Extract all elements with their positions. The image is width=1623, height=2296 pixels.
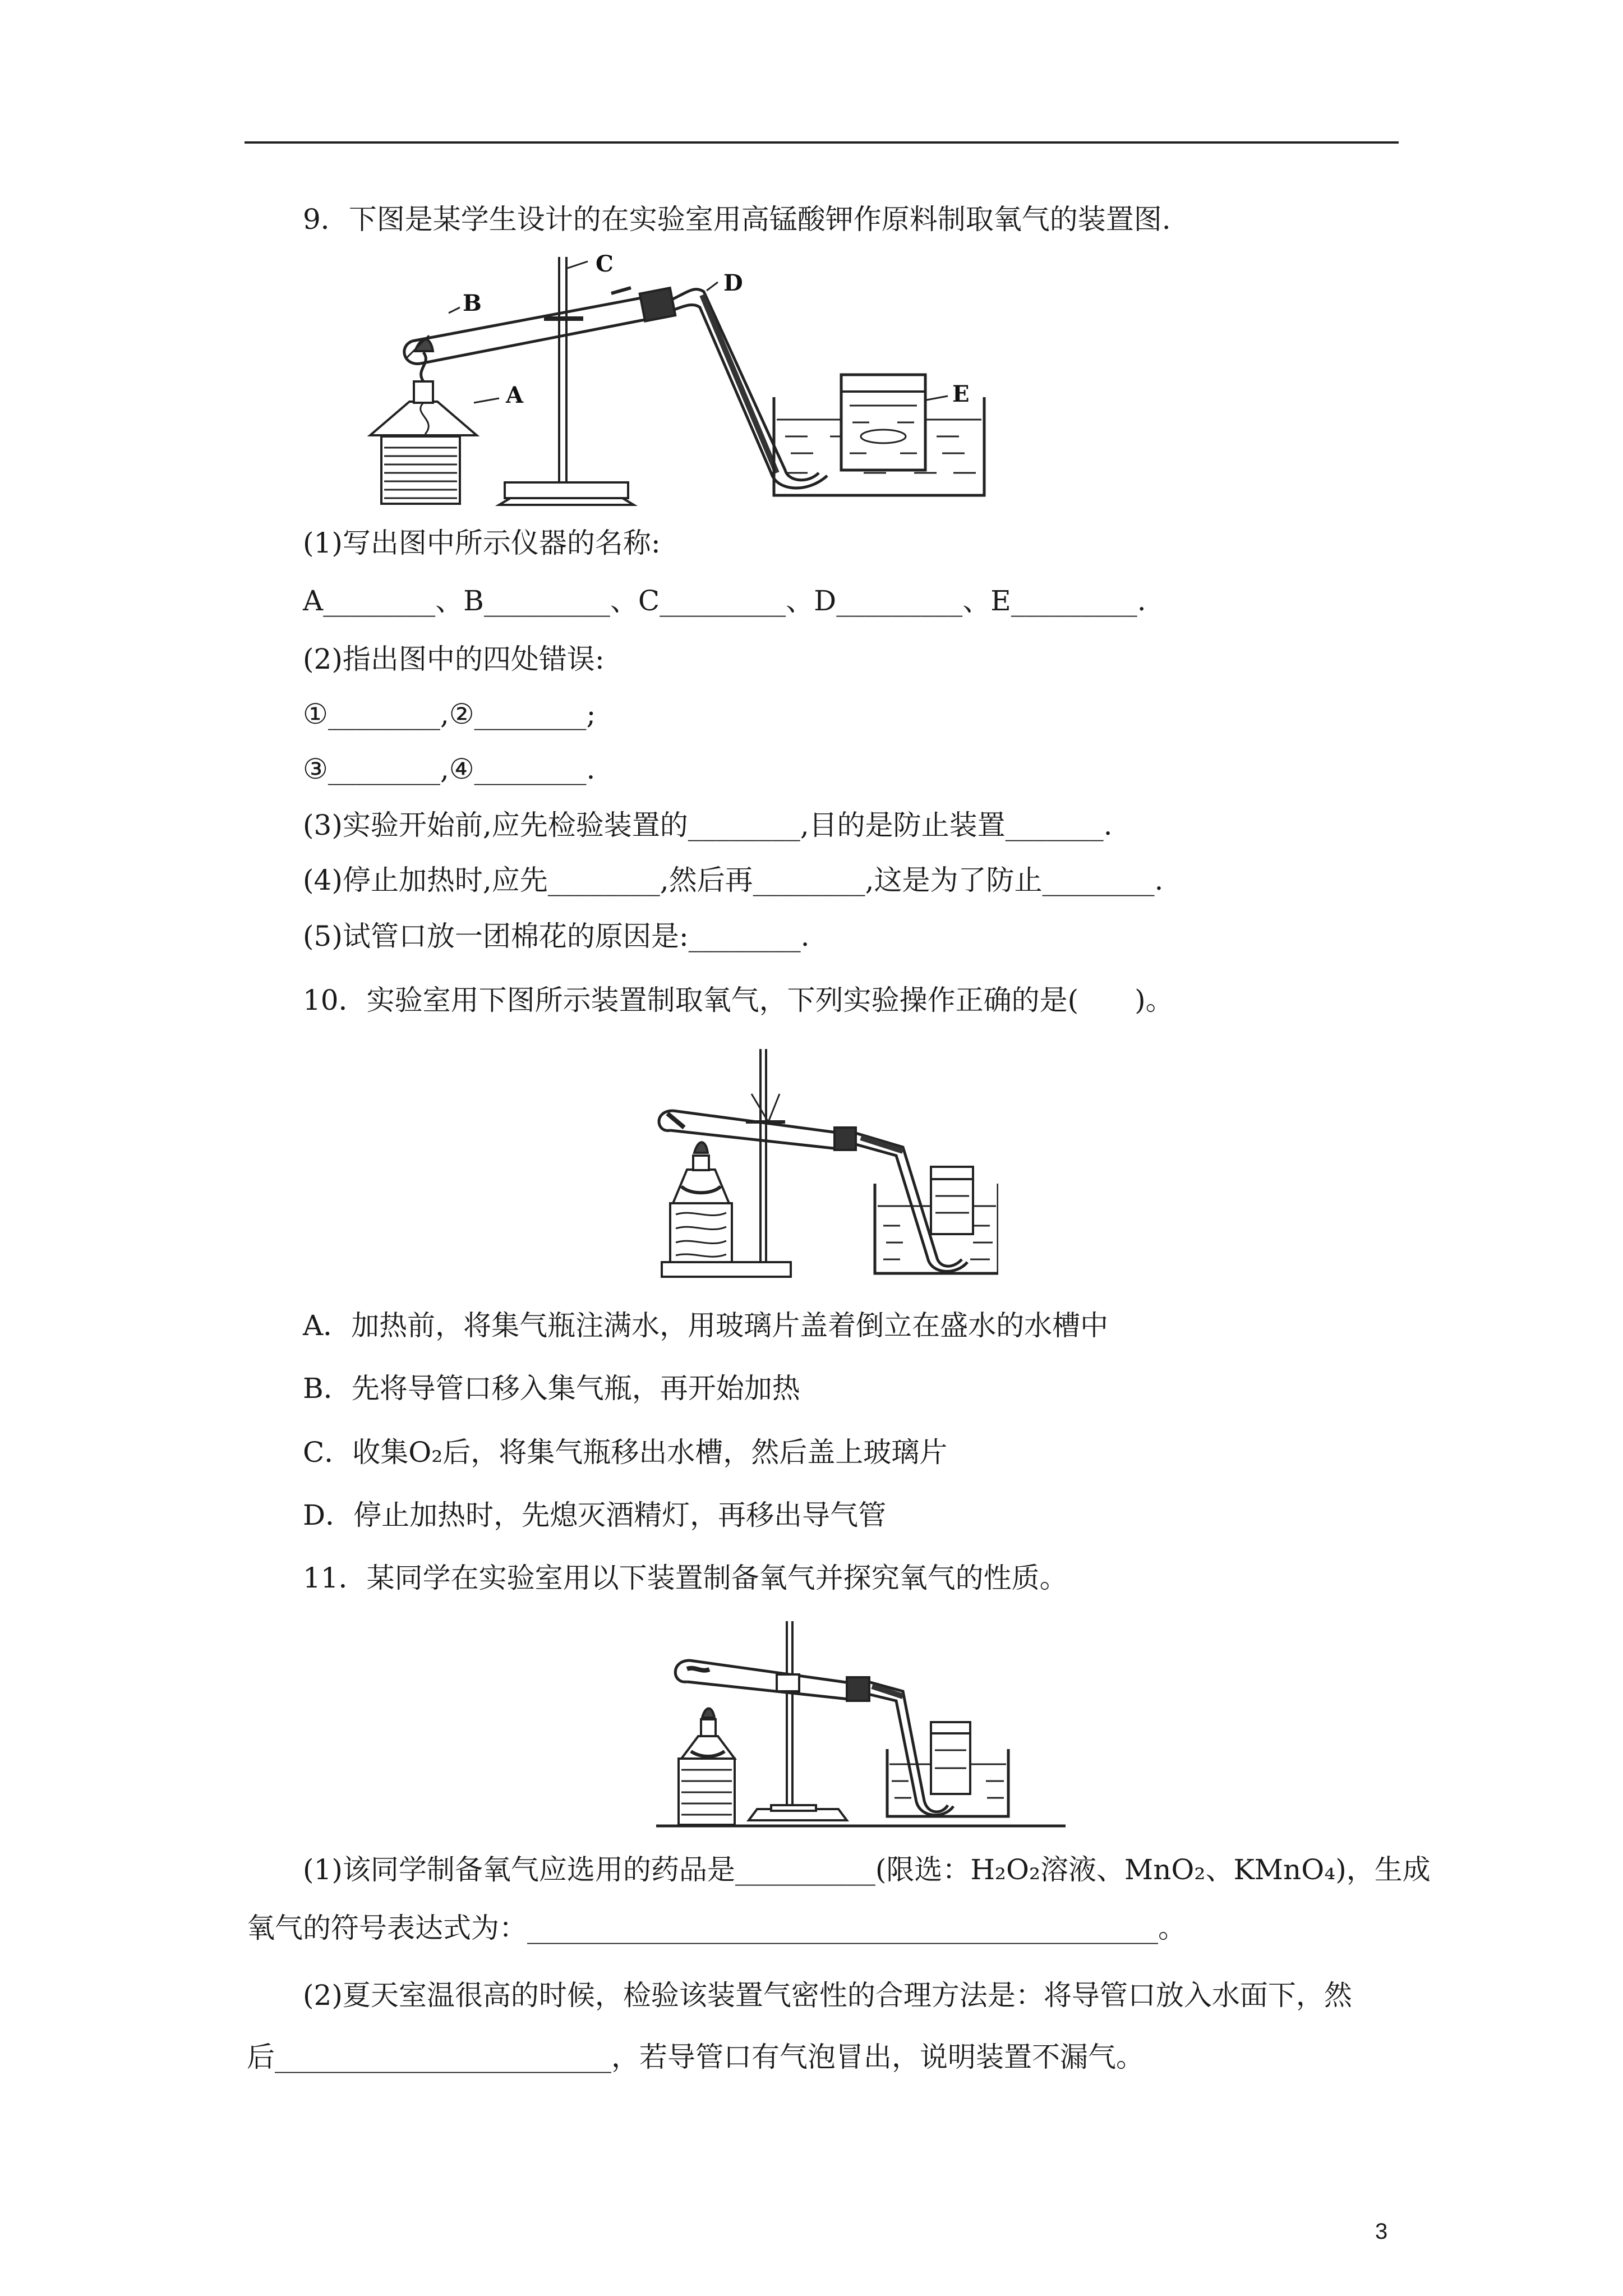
q11-part2-line1: (2)夏天室温很高的时候，检验该装置气密性的合理方法是：将导管口放入水面下，然	[303, 1979, 1352, 2012]
page-number: 3	[1375, 2219, 1388, 2244]
figure-label-c: C	[596, 251, 614, 277]
q9-figure	[359, 251, 1004, 507]
header-rule	[245, 141, 1399, 144]
figure-label-a: A	[506, 382, 524, 408]
q10-figure	[639, 1049, 998, 1279]
q9-part2-line2: ③________,④________.	[303, 753, 596, 785]
q10-option-b: B．先将导管口移入集气瓶，再开始加热	[303, 1372, 800, 1405]
q10-option-d: D．停止加热时，先熄灭酒精灯，再移出导气管	[303, 1499, 887, 1531]
figure-label-e: E	[952, 381, 970, 407]
q9-part2-line1: ①________,②________;	[303, 698, 596, 730]
figure-label-b: B	[463, 290, 482, 316]
q9-part4: (4)停止加热时,应先________,然后再________,这是为了防止________.	[303, 864, 1164, 896]
q11-stem: 11．某同学在实验室用以下装置制备氧气并探究氧气的性质。	[303, 1562, 1068, 1594]
q11-figure	[656, 1621, 1066, 1832]
q9-part1-blanks: A________、B_________、C_________、D_________、E_________.	[303, 585, 1146, 617]
q9-part5: (5)试管口放一团棉花的原因是:________.	[303, 920, 810, 953]
q10-option-a: A．加热前，将集气瓶注满水，用玻璃片盖着倒立在盛水的水槽中	[303, 1309, 1109, 1342]
q9-part3: (3)实验开始前,应先检验装置的________,目的是防止装置_______.	[303, 809, 1113, 841]
q10-option-c: C．收集O₂后，将集气瓶移出水槽，然后盖上玻璃片	[303, 1436, 948, 1469]
q9-stem: 9．下图是某学生设计的在实验室用高锰酸钾作原料制取氧气的装置图.	[303, 203, 1171, 236]
q9-part2: (2)指出图中的四处错误:	[303, 643, 605, 675]
q11-part2-line2: 后________________________，若导管口有气泡冒出，说明装置不漏气。	[247, 2041, 1144, 2073]
q9-part1: (1)写出图中所示仪器的名称:	[303, 527, 661, 559]
q10-stem: 10．实验室用下图所示装置制取氧气，下列实验操作正确的是( )。	[303, 984, 1174, 1016]
q11-part1-line2: 氧气的符号表达式为：_____________________________________________。	[247, 1912, 1186, 1944]
figure-label-d: D	[723, 270, 743, 296]
q11-part1-line1: (1)该同学制备氧气应选用的药品是__________(限选：H₂O₂溶液、MnO₂、KMnO₄)，生成	[303, 1853, 1431, 1886]
